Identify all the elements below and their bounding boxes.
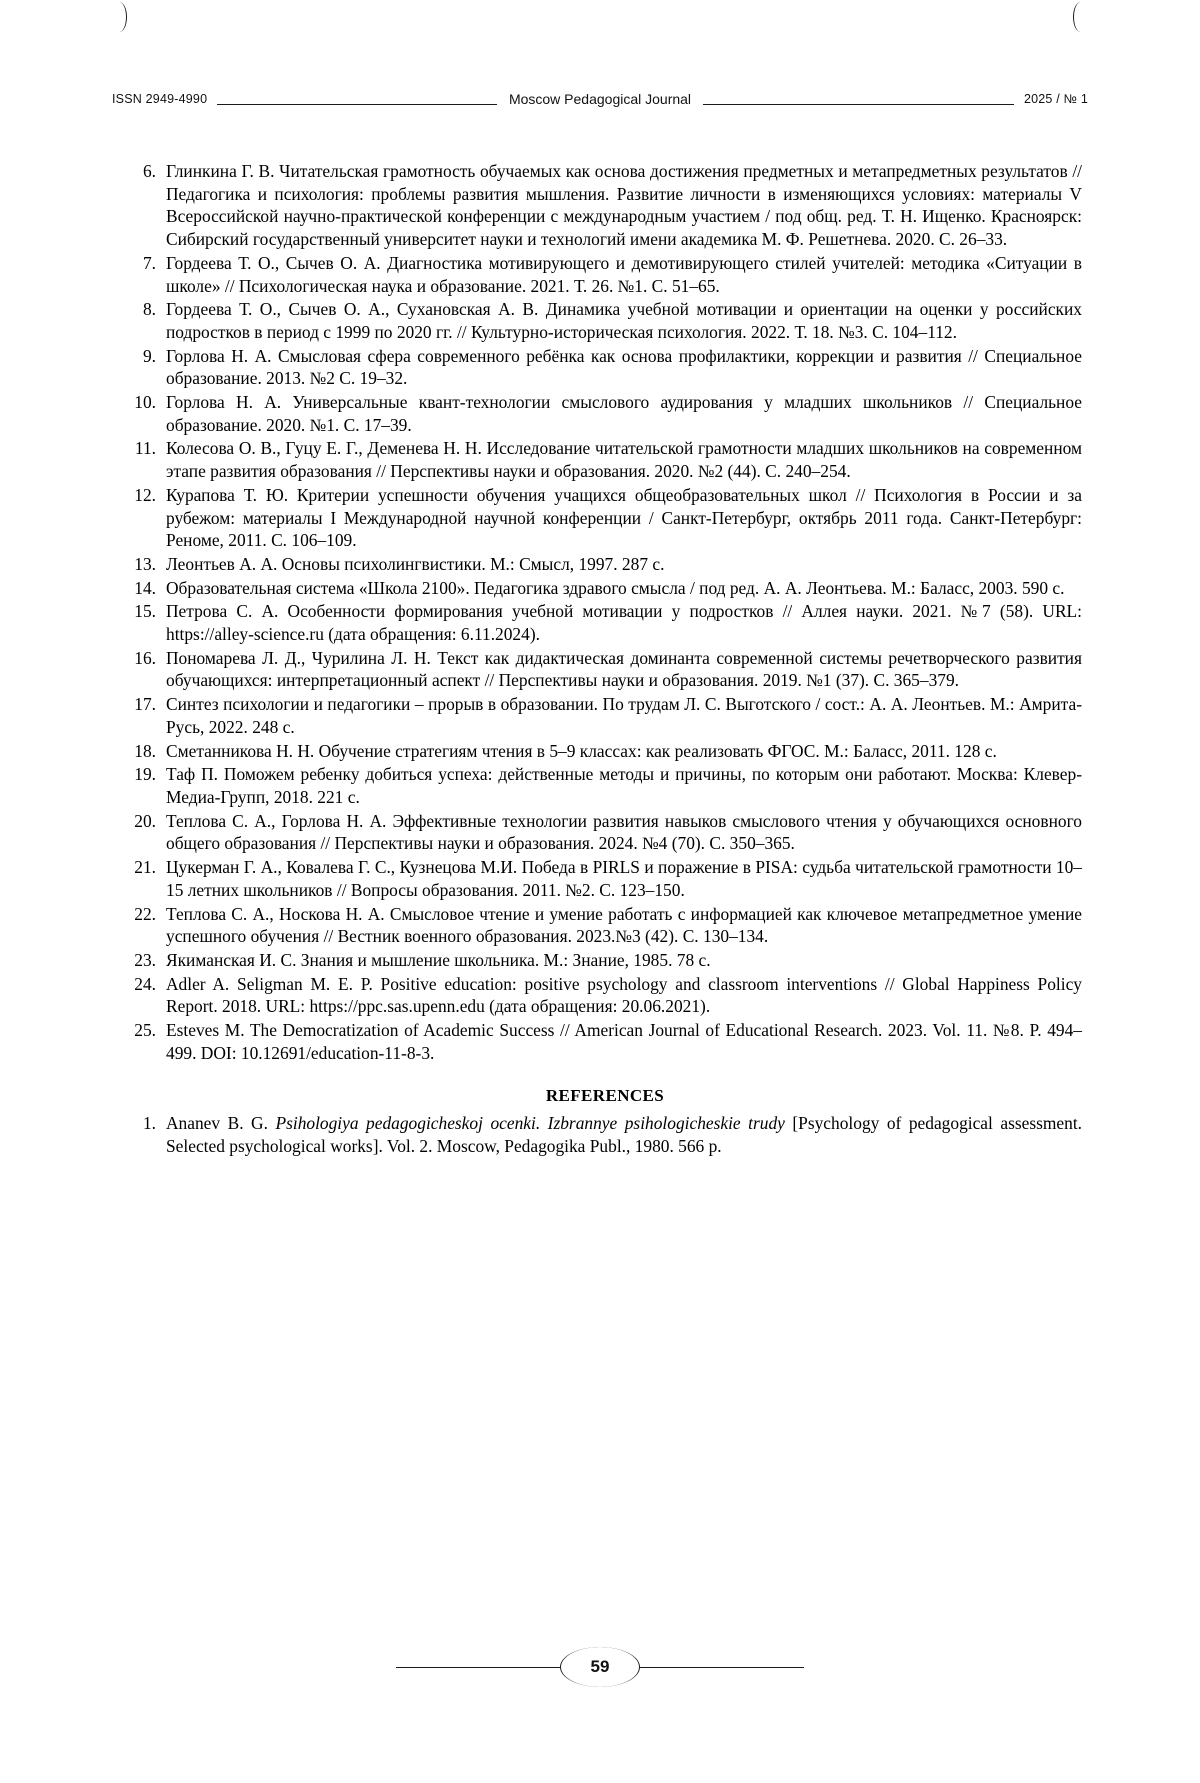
item-number: 9. xyxy=(142,345,156,366)
references-list xyxy=(128,1112,1082,1157)
list-item xyxy=(128,437,1082,482)
list-item xyxy=(128,577,1082,600)
item-number: 18. xyxy=(134,740,156,761)
page-header xyxy=(112,88,1088,122)
item-number: 15. xyxy=(134,601,156,622)
item-text: Пономарева Л. Д., Чурилина Л. Н. Текст как дидактическая доминанта современной системы речетворческого развития обучающихся: интерпретационный аспект // Перспективы науки и образования. 2019. №1 (37). С. 365–379. xyxy=(166,647,1082,691)
issn-label: ISSN 2949-4990 xyxy=(112,92,217,106)
item-text: Цукерман Г. А., Ковалева Г. С., Кузнецова М.И. Победа в PIRLS и поражение в PISA: судьба читательской грамотности 10–15 летних школьников // Вопросы образования. 2011. №2. С. 123–150. xyxy=(166,857,1082,900)
list-item xyxy=(128,693,1082,738)
bibliography-list xyxy=(128,160,1082,1064)
item-number: 19. xyxy=(134,764,156,785)
journal-title-text: Moscow Pedagogical Journal xyxy=(497,91,703,107)
item-text: Якиманская И. С. Знания и мышление школьника. М.: Знание, 1985. 78 с. xyxy=(166,949,711,970)
list-item xyxy=(128,1019,1082,1064)
item-number: 24. xyxy=(134,973,156,994)
item-text: Горлова Н. А. Смысловая сфера современного ребёнка как основа профилактики, коррекции и развития // Специальное образование. 2013. №2 С. 19–32. xyxy=(166,345,1082,389)
item-number: 22. xyxy=(134,903,156,924)
item-number: 23. xyxy=(134,949,156,970)
reference-author: Ananev B. G. xyxy=(166,1113,276,1134)
journal-title xyxy=(112,91,1088,107)
list-item xyxy=(128,345,1082,390)
item-number: 25. xyxy=(134,1020,156,1041)
item-text: Леонтьев А. А. Основы психолингвистики. М.: Смысл, 1997. 287 с. xyxy=(166,553,665,574)
list-item xyxy=(128,949,1082,972)
list-item xyxy=(128,973,1082,1018)
list-item xyxy=(128,600,1082,645)
item-number: 21. xyxy=(134,857,156,878)
issue-label: 2025 / № 1 xyxy=(1014,92,1088,106)
item-text: Таф П. Поможем ребенку добиться успеха: действенные методы и причины, по которым они работают. Москва: Клевер-Медиа-Групп, 2018. 221 с. xyxy=(166,764,1082,807)
reference-rest: [Psychology of pedagogical assessment. Selected psychological works]. Vol. 2. Moscow, Pedagogika Publ., 1980. 566 p. xyxy=(166,1113,1083,1157)
list-item xyxy=(128,647,1082,692)
item-number: 12. xyxy=(134,484,156,505)
item-text: Петрова С. А. Особенности формирования учебной мотивации у подростков // Аллея науки. 2021. №7 (58). URL: https://alley-science.ru (дата обращения: 6.11.2024). xyxy=(166,601,1082,645)
page-content xyxy=(128,160,1082,1158)
item-number: 8. xyxy=(142,299,156,320)
item-text: Синтез психологии и педагогики – прорыв в образовании. По трудам Л. С. Выготского / сост.: А. А. Леонтьев. М.: Амрита-Русь, 2022. 248 с. xyxy=(166,694,1082,737)
item-text: Esteves M. The Democratization of Academic Success // American Journal of Educational Research. 2023. Vol. 11. №8. P. 494–499. DOI: 10.12691/education-11-8-3. xyxy=(166,1020,1082,1063)
item-text: Гордеева Т. О., Сычев О. А. Диагностика мотивирующего и демотивирующего стилей учителей: методика «Ситуации в школе» // Психологическая наука и образование. 2021. Т. 26. №1. С. 51–65. xyxy=(166,252,1082,296)
list-item xyxy=(128,1112,1082,1157)
item-number: 1. xyxy=(142,1113,156,1134)
item-text: Теплова С. А., Горлова Н. А. Эффективные технологии развития навыков смыслового чтения у обучающихся основного общего образования // Перспективы науки и образования. 2024. №4 (70). С. 350–365. xyxy=(166,810,1082,854)
list-item xyxy=(128,484,1082,552)
item-text: Курапова Т. Ю. Критерии успешности обучения учащихся общеобразовательных школ // Психология в России и за рубежом: материалы I Международной научной конференции / Санкт-Петербург, октябрь 2011 года. Санкт-Петербург: Реноме, 2011. С. 106–109. xyxy=(166,484,1082,551)
item-number: 16. xyxy=(134,647,156,668)
item-text: Теплова С. А., Носкова Н. А. Смысловое чтение и умение работать с информацией как ключевое метапредметное умение успешного обучения // Вестник военного образования. 2023.№3 (42). С. 130–134. xyxy=(166,903,1082,947)
item-number: 7. xyxy=(142,252,156,273)
list-item xyxy=(128,856,1082,901)
page-number: 59 xyxy=(560,1647,640,1687)
item-number: 14. xyxy=(134,577,156,598)
item-number: 10. xyxy=(134,392,156,413)
item-text: Горлова Н. А. Универсальные квант-технологии смыслового аудирования у младших школьников // Специальное образование. 2020. №1. С. 17–39. xyxy=(166,392,1082,435)
item-text: Гордеева Т. О., Сычев О. А., Сухановская А. В. Динамика учебной мотивации и ориентации на оценки у российских подростков в период с 1999 по 2020 гг. // Культурно-историческая психология. 2022. Т. 18. №3. С. 104–112. xyxy=(166,299,1082,342)
item-number: 13. xyxy=(134,553,156,574)
header-cap-left xyxy=(108,2,127,32)
item-number: 17. xyxy=(134,694,156,715)
item-text: Колесова О. В., Гуцу Е. Г., Деменева Н. Н. Исследование читательской грамотности младших школьников на современном этапе развития образования // Перспективы науки и образования. 2020. №2 (44). С. 240–254. xyxy=(166,438,1082,482)
page-footer xyxy=(0,1647,1200,1691)
list-item xyxy=(128,740,1082,763)
list-item xyxy=(128,810,1082,855)
list-item xyxy=(128,553,1082,576)
list-item xyxy=(128,763,1082,808)
item-text: Сметанникова Н. Н. Обучение стратегиям чтения в 5–9 классах: как реализовать ФГОС. М.: Баласс, 2011. 128 с. xyxy=(166,740,997,761)
list-item xyxy=(128,903,1082,948)
item-text: Глинкина Г. В. Читательская грамотность обучаемых как основа достижения предметных и метапредметных результатов // Педагогика и психология: проблемы развития мышления. Развитие личности в изменяющихся условиях: материалы V Всероссийской научно-практической конференции с международным участием / под общ. ред. Т. Н. Ищенко. Красноярск: Сибирский государственный университет науки и технологий имени академика М. Ф. Решетнева. 2020. С. 26–33. xyxy=(166,161,1082,250)
references-heading: REFERENCES xyxy=(545,1086,665,1106)
list-item xyxy=(128,160,1082,251)
list-item xyxy=(128,391,1082,436)
item-number: 20. xyxy=(134,810,156,831)
item-number: 6. xyxy=(142,161,156,181)
item-text: Образовательная система «Школа 2100». Педагогика здравого смысла / под ред. А. А. Леонтьева. М.: Баласс, 2003. 590 с. xyxy=(166,577,1065,598)
header-cap-right xyxy=(1073,2,1092,32)
list-item xyxy=(128,252,1082,297)
item-number: 11. xyxy=(134,438,156,459)
list-item xyxy=(128,298,1082,343)
reference-title: Psihologiya pedagogicheskoj ocenki. Izbrannye psihologicheskie trudy xyxy=(275,1113,785,1134)
item-text: Adler A. Seligman M. E. P. Positive education: positive psychology and classroom interventions // Global Happiness Policy Report. 2018. URL: https://ppc.sas.upenn.edu (дата обращения: 20.06.2021). xyxy=(166,973,1082,1017)
